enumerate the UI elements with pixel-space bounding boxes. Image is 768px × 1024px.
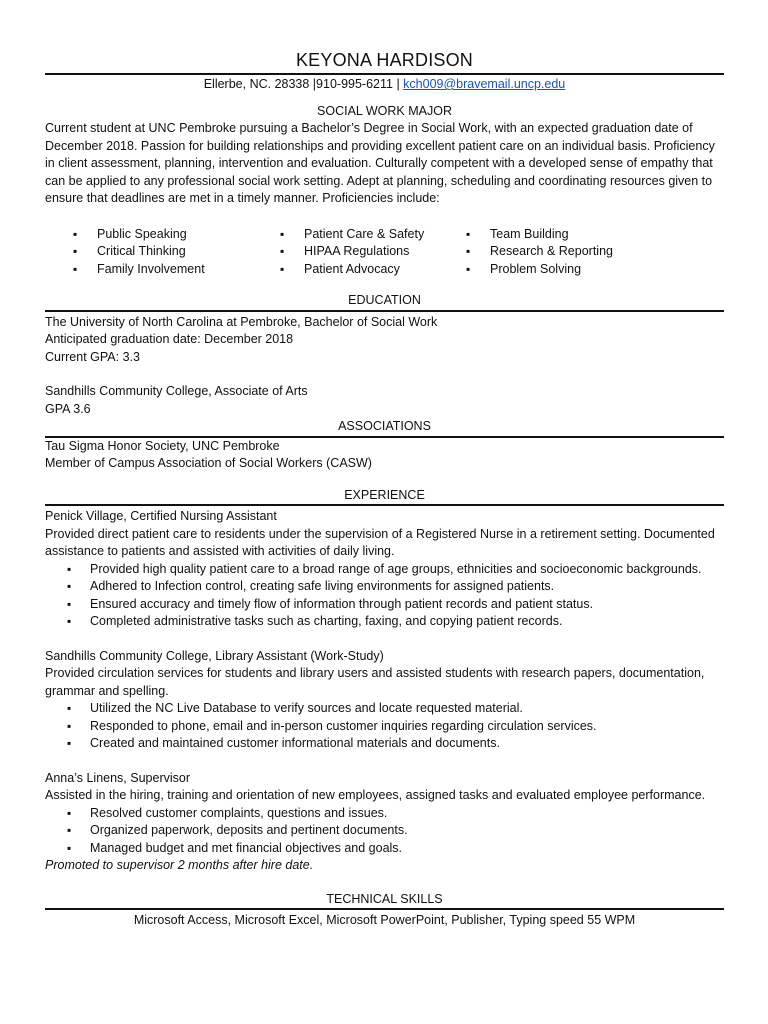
skill-item: ▪ Family Involvement: [45, 261, 252, 279]
experience-divider: [45, 504, 724, 506]
technical-skills-title: TECHNICAL SKILLS: [326, 891, 443, 906]
promotion-note: Promoted to supervisor 2 months after hire date.: [45, 858, 314, 872]
summary-text: Current student at UNC Pembroke pursuing a Bachelor’s Degree in Social Work, with an expected graduation date of December 2018. Passion for building relationships and providing excellent patient care on an individual basis. Proficiency in client assessment, planning, intervention and evaluation. Culturally competent with a developed sense of empathy that can be applied to any professional social work setting. Adept at planning, scheduling and coordinating resources given to ensure that deadlines are met in a timely manner. Proficiencies include:: [45, 121, 715, 205]
associations-title: ASSOCIATIONS: [338, 419, 431, 433]
job-duty: ▪ Organized paperwork, deposits and pertinent documents.: [45, 822, 724, 840]
job-duty: ▪ Resolved customer complaints, questions and issues.: [45, 805, 724, 823]
experience-title: EXPERIENCE: [344, 487, 425, 502]
school-detail: GPA 3.6: [45, 401, 91, 416]
job-duty: ▪ Managed budget and met financial objectives and goals.: [45, 840, 724, 858]
job-title: Penick Village, Certified Nursing Assistant: [45, 509, 277, 523]
skill-item: ▪ Critical Thinking: [45, 243, 252, 261]
education-title: EDUCATION: [348, 293, 421, 307]
proficiencies-list: [45, 226, 724, 279]
job-description: Provided direct patient care to residents under the supervision of a Registered Nurse in a retirement setting. Documented assistance to patients and assisted with activities of daily living.: [45, 526, 715, 558]
job-description: Assisted in the hiring, training and orientation of new employees, assigned tasks and evaluated employee performance.: [45, 788, 706, 802]
job-description: Provided circulation services for students and library users and assisted students with research papers, documentation, grammar and spelling.: [45, 666, 705, 698]
skill-item: ▪ Public Speaking: [45, 226, 252, 244]
header-divider: [45, 73, 724, 75]
education-divider: [45, 310, 724, 312]
summary-title: SOCIAL WORK MAJOR: [317, 103, 452, 118]
association-item: Member of Campus Association of Social Workers (CASW): [45, 456, 372, 470]
job-title: Anna’s Linens, Supervisor: [45, 770, 190, 785]
candidate-name: KEYONA HARDISON: [295, 50, 474, 70]
job-duty: ▪ Utilized the NC Live Database to verify sources and locate requested material.: [45, 700, 724, 718]
job-duties: [45, 700, 724, 753]
technical-skills-text: Microsoft Access, Microsoft Excel, Microsoft PowerPoint, Publisher, Typing speed 55 WPM: [133, 913, 636, 927]
skill-item: ▪ Team Building: [438, 226, 638, 244]
resume-page: [45, 48, 724, 930]
job-duty: ▪ Responded to phone, email and in-person customer inquiries regarding circulation services.: [45, 718, 724, 736]
job-duty: ▪ Completed administrative tasks such as charting, faxing, and copying patient records.: [45, 613, 724, 631]
job-duties: [45, 805, 724, 858]
skill-item: ▪ Patient Care & Safety: [252, 226, 438, 244]
skill-item: ▪ HIPAA Regulations: [252, 243, 438, 261]
job-duty: ▪ Created and maintained customer informational materials and documents.: [45, 735, 724, 753]
job-duties: [45, 561, 724, 631]
contact-details: Ellerbe, NC. 28338 |910-995-6211 |: [203, 77, 404, 91]
contact-line: [45, 76, 724, 94]
skill-item: ▪ Patient Advocacy: [252, 261, 438, 279]
school-name: The University of North Carolina at Pembroke, Bachelor of Social Work: [45, 314, 438, 329]
school-name: Sandhills Community College, Associate of Arts: [45, 384, 308, 398]
school-detail: Anticipated graduation date: December 2018: [45, 332, 294, 346]
skills-column-1: [45, 226, 252, 279]
skill-item: ▪ Research & Reporting: [438, 243, 638, 261]
email-link[interactable]: kch009@bravemail.uncp.edu: [403, 77, 566, 91]
job-duty: ▪ Adhered to Infection control, creating safe living environments for assigned patients.: [45, 578, 724, 596]
association-item: Tau Sigma Honor Society, UNC Pembroke: [45, 438, 280, 453]
job-duty: ▪ Provided high quality patient care to a broad range of age groups, ethnicities and socioeconomic backgrounds.: [45, 561, 724, 579]
skills-column-3: [438, 226, 638, 279]
skill-item: ▪ Problem Solving: [438, 261, 638, 279]
skills-column-2: [252, 226, 438, 279]
job-duty: ▪ Ensured accuracy and timely flow of information through patient records and patient status.: [45, 596, 724, 614]
school-detail: Current GPA: 3.3: [45, 349, 140, 364]
job-title: Sandhills Community College, Library Assistant (Work-Study): [45, 648, 384, 663]
technical-divider: [45, 908, 724, 910]
